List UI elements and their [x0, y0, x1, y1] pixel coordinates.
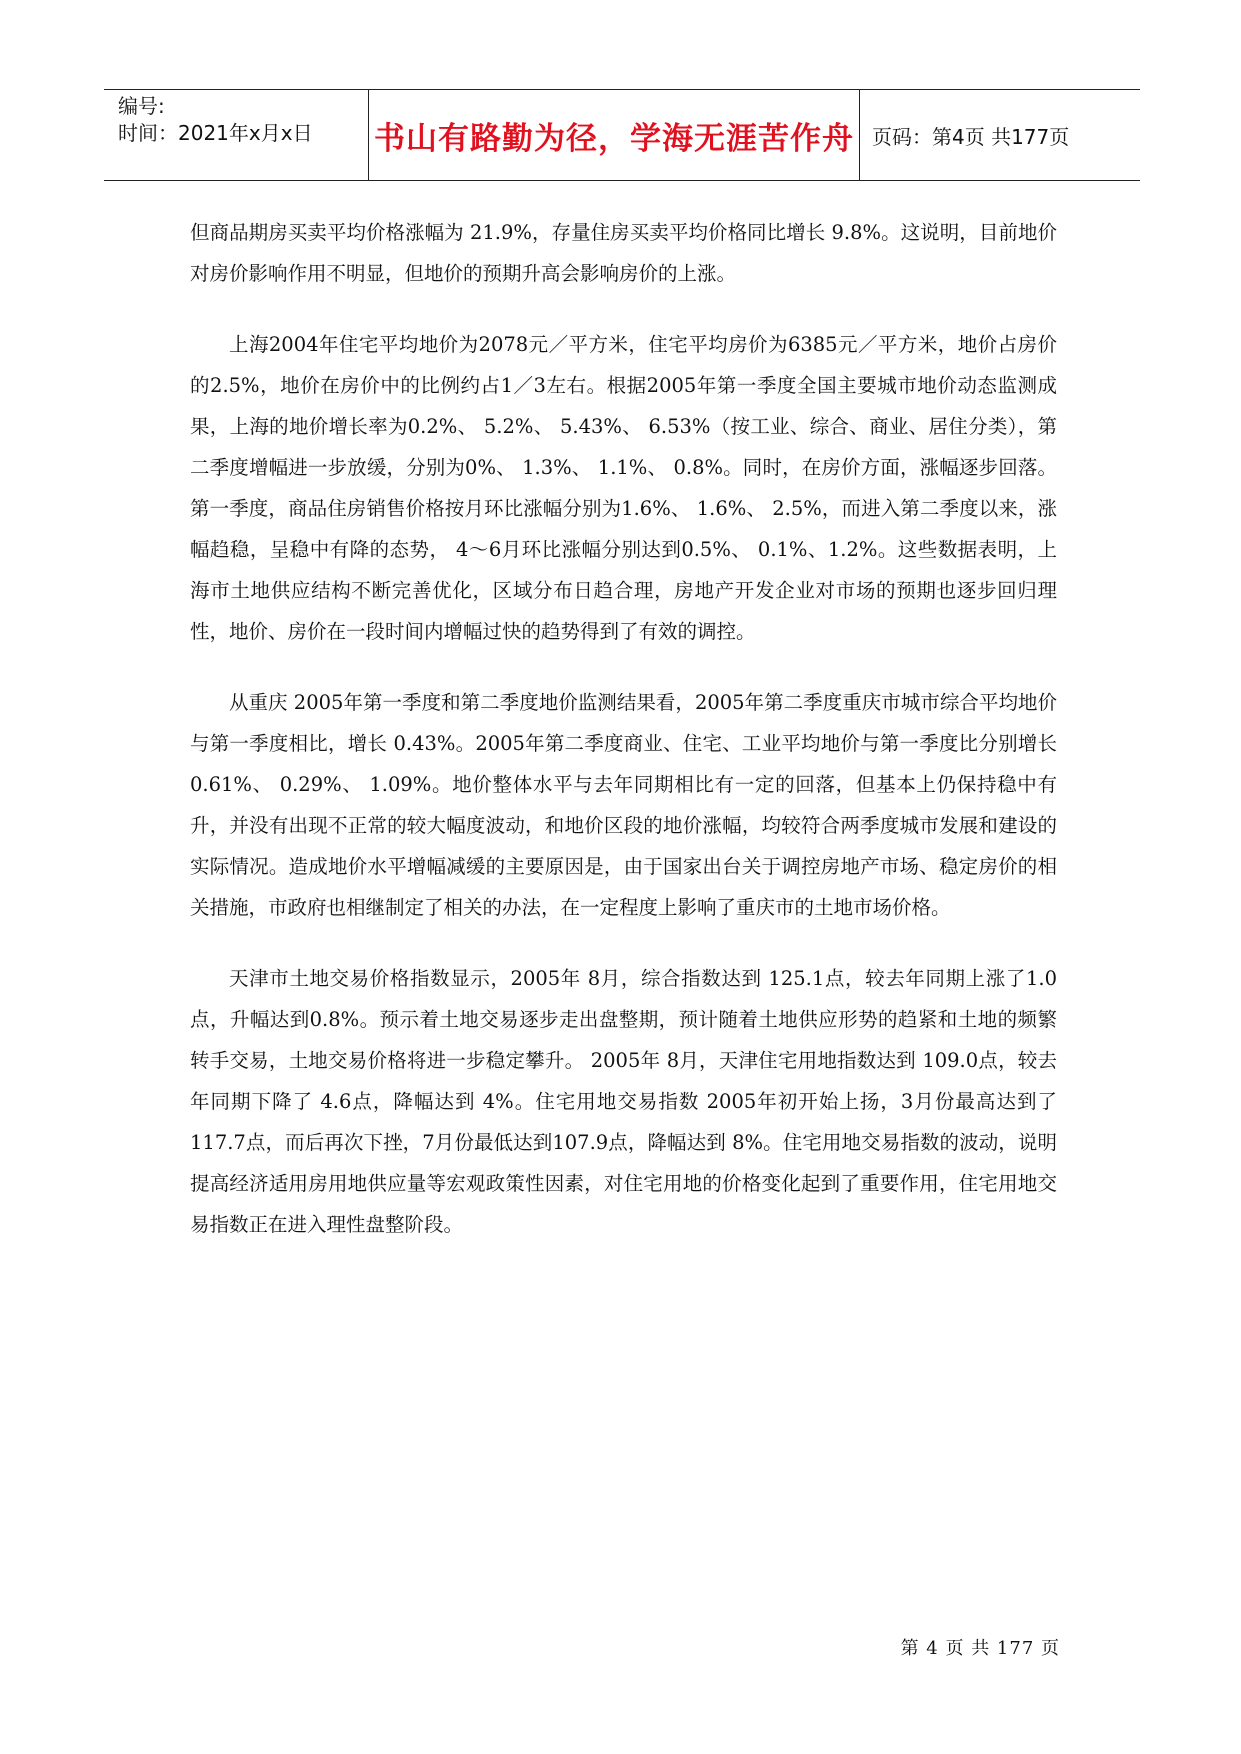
document-time-label: 时间：2021年x月x日: [118, 121, 313, 145]
header-page-cell: [860, 90, 1140, 180]
header-motto: 书山有路勤为径，学海无涯苦作舟: [374, 120, 854, 157]
header-motto-cell: [369, 90, 860, 180]
document-number-label: 编号:: [118, 94, 165, 118]
page-footer: 第 4 页 共 177 页: [900, 1638, 1060, 1659]
header-page-number: 页码：第4页 共177页: [872, 124, 1070, 149]
paragraph-shanghai: 上海2004年住宅平均地价为2078元／平方米，住宅平均房价为6385元／平方米，地价占房价的2.5%，地价在房价中的比例约占1／3左右。根据2005年第一季度全国主要城市地价动态监测成果，上海的地价增长率为0.2%、 5.2%、 5.43%、 6.53%（按工业、综合、商业、居住分类），第二季度增幅进一步放缓，分别为0%、 1.3%、 1.1%、 0.8%。同时，在房价方面，涨幅逐步回落。第一季度，商品住房销售价格按月环比涨幅分别为1.6%、 1.6%、 2.5%，而进入第二季度以来，涨幅趋稳，呈稳中有降的态势， 4～6月环比涨幅分别达到0.5%、 0.1%、1.2%。这些数据表明，上海市土地供应结构不断完善优化，区域分布日趋合理，房地产开发企业对市场的预期也逐步回归理性，地价、房价在一段时间内增幅过快的趋势得到了有效的调控。: [190, 333, 1057, 643]
paragraph-tianjin: 天津市土地交易价格指数显示，2005年 8月，综合指数达到 125.1点，较去年同期上涨了1.0点，升幅达到0.8%。预示着土地交易逐步走出盘整期，预计随着土地供应形势的趋紧和土地的频繁转手交易，土地交易价格将进一步稳定攀升。 2005年 8月，天津住宅用地指数达到 109.0点，较去年同期下降了 4.6点，降幅达到 4%。住宅用地交易指数 2005年初开始上扬，3月份最高达到了 117.7点，而后再次下挫，7月份最低达到107.9点，降幅达到 8%。住宅用地交易指数的波动，说明提高经济适用房用地供应量等宏观政策性因素，对住宅用地的价格变化起到了重要作用，住宅用地交易指数正在进入理性盘整阶段。: [190, 967, 1057, 1236]
document-body: [190, 212, 1057, 1275]
page-header: [104, 89, 1140, 181]
paragraph-chongqing: 从重庆 2005年第一季度和第二季度地价监测结果看，2005年第二季度重庆市城市综合平均地价与第一季度相比，增长 0.43%。2005年第二季度商业、住宅、工业平均地价与第一季度比分别增长0.61%、 0.29%、 1.09%。地价整体水平与去年同期相比有一定的回落，但基本上仍保持稳中有升，并没有出现不正常的较大幅度波动，和地价区段的地价涨幅，均较符合两季度城市发展和建设的实际情况。造成地价水平增幅减缓的主要原因是，由于国家出台关于调控房地产市场、稳定房价的相关措施，市政府也相继制定了相关的办法，在一定程度上影响了重庆市的土地市场价格。: [190, 691, 1057, 919]
header-meta-cell: [104, 90, 369, 180]
paragraph-house-price-growth: 但商品期房买卖平均价格涨幅为 21.9%，存量住房买卖平均价格同比增长 9.8%。这说明，目前地价对房价影响作用不明显，但地价的预期升高会影响房价的上涨。: [190, 221, 1057, 285]
